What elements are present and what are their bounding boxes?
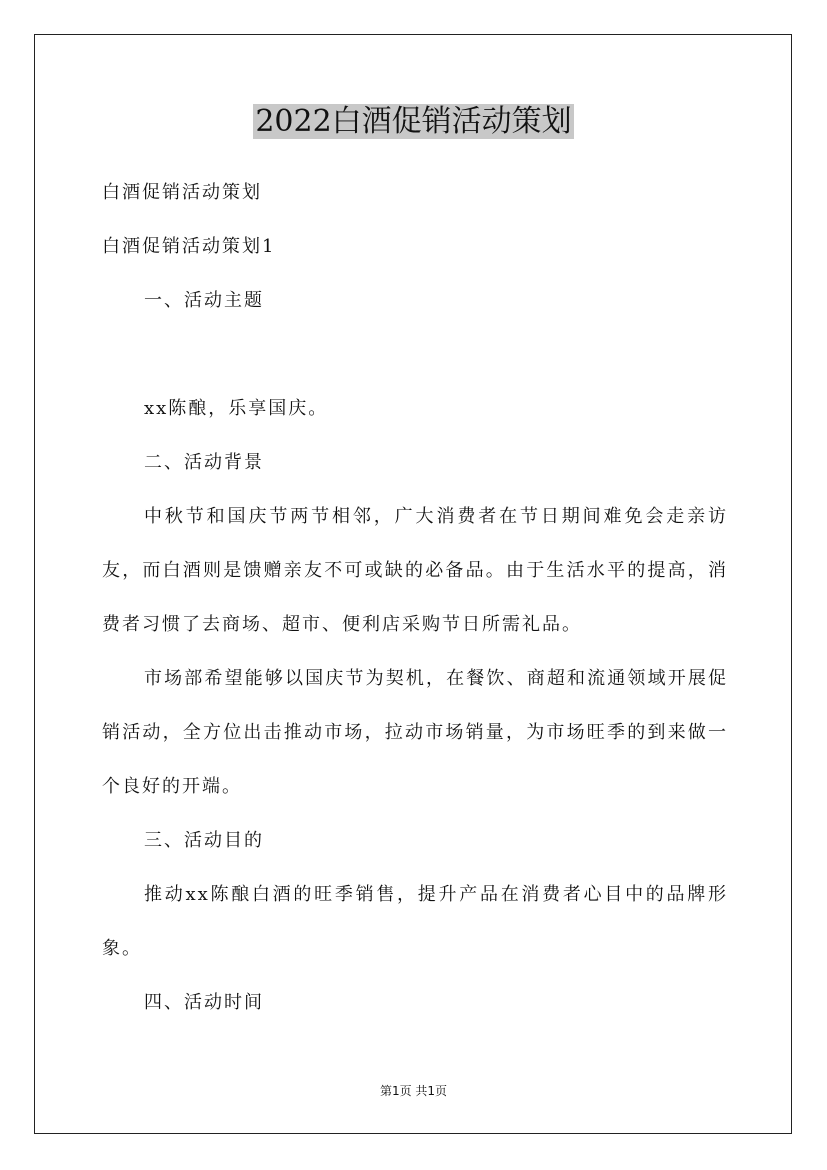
paragraph-goal: 推动xx陈酿白酒的旺季销售，提升产品在消费者心目中的品牌形象。: [102, 884, 728, 959]
section-heading-theme: 一、活动主题: [144, 290, 264, 311]
section-heading-background: 二、活动背景: [144, 452, 264, 473]
paragraph-theme: xx陈酿，乐享国庆。: [144, 398, 329, 419]
paragraph-subheading: 白酒促销活动策划1: [102, 236, 276, 257]
section-heading-goal: 三、活动目的: [144, 830, 264, 851]
page-footer: 第1页 共1页: [379, 1084, 448, 1098]
document-title-text: 2022白酒促销活动策划: [255, 104, 572, 139]
section-heading-time: 四、活动时间: [144, 992, 264, 1013]
paragraph-background-1: 中秋节和国庆节两节相邻，广大消费者在节日期间难免会走亲访友，而白酒则是馈赠亲友不可或缺的必备品。由于生活水平的提高，消费者习惯了去商场、超市、便利店采购节日所需礼品。: [102, 506, 728, 635]
paragraph-background-2: 市场部希望能够以国庆节为契机，在餐饮、商超和流通领域开展促销活动，全方位出击推动市场，拉动市场销量，为市场旺季的到来做一个良好的开端。: [102, 668, 728, 797]
document-title: [0, 100, 827, 144]
paragraph-heading: 白酒促销活动策划: [102, 182, 262, 203]
